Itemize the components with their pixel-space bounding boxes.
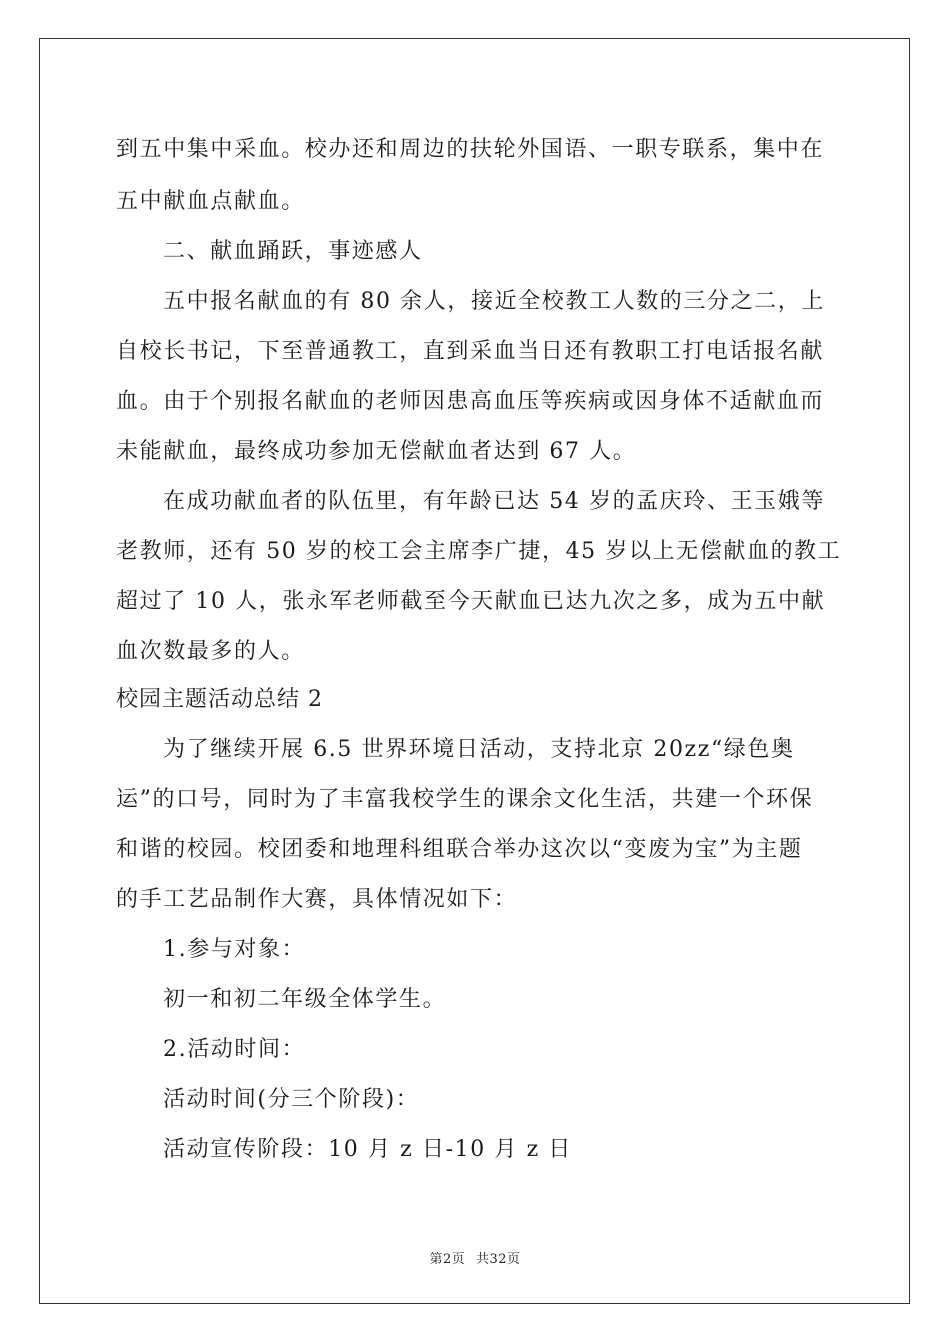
body-text-line: 五中报名献血的有 80 余人，接近全校教工人数的三分之二，上 bbox=[163, 289, 825, 314]
body-text-line: 活动时间(分三个阶段)： bbox=[163, 1087, 420, 1112]
page-total: 共32页 bbox=[475, 1252, 521, 1267]
body-text-line: 初一和初二年级全体学生。 bbox=[163, 987, 447, 1012]
body-text-line: 五中献血点献血。 bbox=[116, 189, 305, 214]
article-title: 校园主题活动总结 2 bbox=[116, 687, 323, 712]
body-text-line: 老教师，还有 50 岁的校工会主席李广捷，45 岁以上无偿献血的教工 bbox=[116, 539, 842, 564]
body-text-line: 超过了 10 人，张永军老师截至今天献血已达九次之多，成为五中献 bbox=[116, 589, 826, 614]
body-text-line: 到五中集中采血。校办还和周边的扶轮外国语、一职专联系，集中在 bbox=[116, 137, 825, 162]
list-item-heading: 1.参与对象： bbox=[163, 937, 306, 962]
page-footer bbox=[0, 1248, 950, 1267]
body-text-line: 运”的口号，同时为了丰富我校学生的课余文化生活，共建一个环保 bbox=[116, 787, 814, 812]
page-number: 第2页 bbox=[429, 1252, 466, 1267]
body-text-line: 活动宣传阶段：10 月 z 日-10 月 z 日 bbox=[163, 1137, 572, 1162]
body-text-line: 自校长书记，下至普通教工，直到采血当日还有教职工打电话报名献 bbox=[116, 339, 825, 364]
body-text-line: 的手工艺品制作大赛，具体情况如下： bbox=[116, 887, 518, 912]
section-heading: 二、献血踊跃，事迹感人 bbox=[163, 239, 423, 264]
body-text-line: 在成功献血者的队伍里，有年龄已达 54 岁的孟庆玲、王玉娥等 bbox=[163, 489, 825, 514]
body-text-line: 未能献血，最终成功参加无偿献血者达到 67 人。 bbox=[116, 439, 637, 464]
body-text-line: 血次数最多的人。 bbox=[116, 639, 305, 664]
body-text-line: 为了继续开展 6.5 世界环境日活动，支持北京 20zz“绿色奥 bbox=[163, 737, 795, 762]
body-text-line: 血。由于个别报名献血的老师因患高血压等疾病或因身体不适献血而 bbox=[116, 389, 825, 414]
body-text-line: 和谐的校园。校团委和地理科组联合举办这次以“变废为宝”为主题 bbox=[116, 837, 803, 862]
list-item-heading: 2.活动时间： bbox=[163, 1037, 306, 1062]
